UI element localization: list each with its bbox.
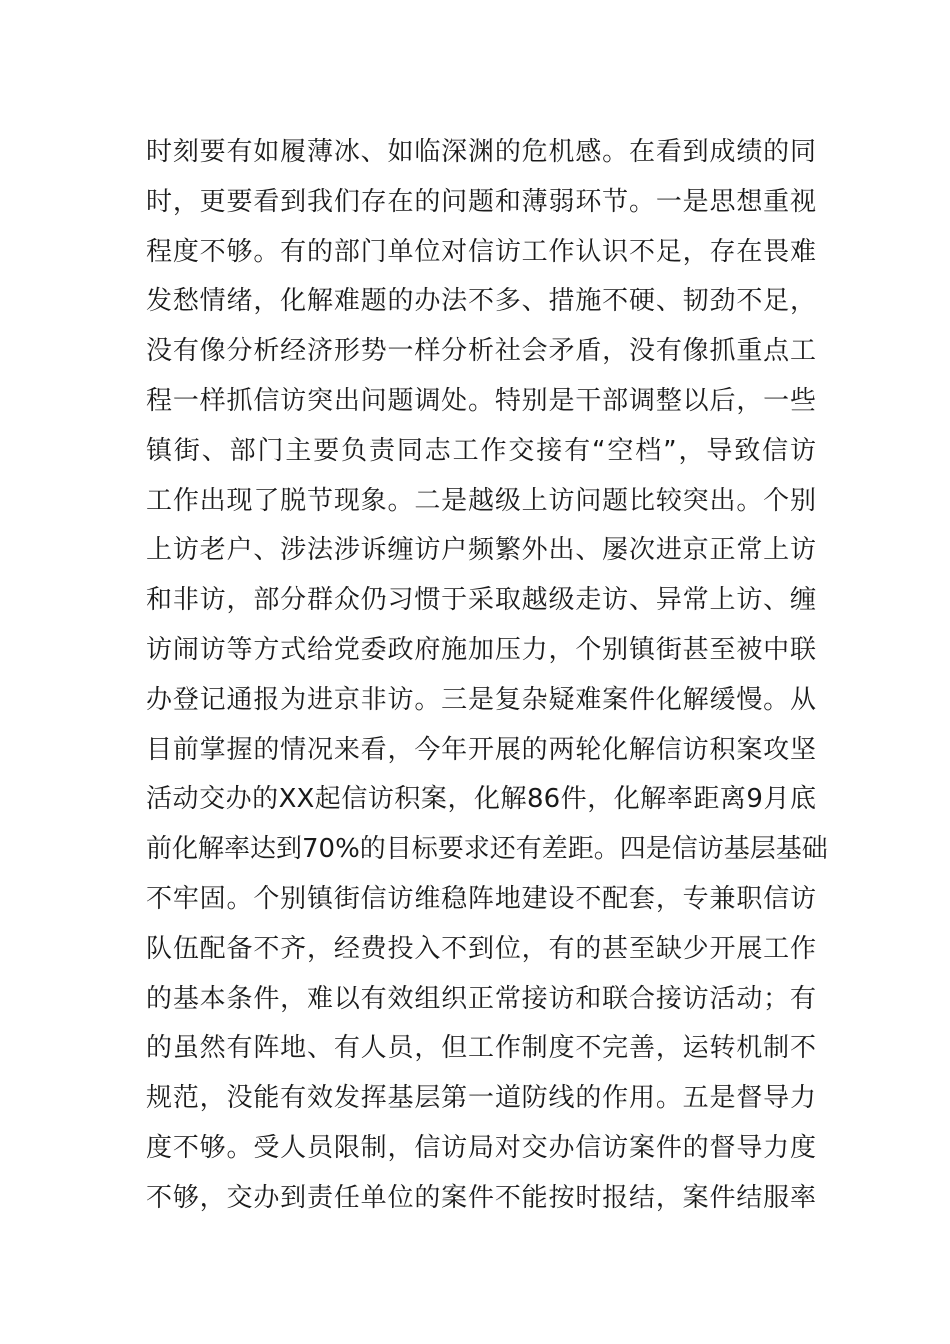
body-text [146,128,828,1224]
text-line-20: 规范，没能有效发挥基层第一道防线的作用。五是督导力 [146,1083,816,1114]
text-line-15: 前化解率达到70%的目标要求还有差距。四是信访基层基础 [146,834,828,865]
text-line-9: 上访老户、涉法涉诉缠访户频繁外出、屡次进京正常上访 [146,535,816,566]
text-line-11: 访闹访等方式给党委政府施加压力，个别镇街甚至被中联 [146,634,816,665]
text-line-2: 时，更要看到我们存在的问题和薄弱环节。一是思想重视 [146,186,816,217]
text-line-18: 的基本条件，难以有效组织正常接访和联合接访活动；有 [146,983,816,1014]
text-line-6: 程一样抓信访突出问题调处。特别是干部调整以后，一些 [146,385,816,416]
text-line-4: 发愁情绪，化解难题的办法不多、措施不硬、韧劲不足， [146,286,816,317]
text-line-12: 办登记通报为进京非访。三是复杂疑难案件化解缓慢。从 [146,684,816,715]
text-line-17: 队伍配备不齐，经费投入不到位，有的甚至缺少开展工作 [146,933,816,964]
text-line-14: 活动交办的XX起信访积案，化解86件，化解率距离9月底 [146,784,816,815]
text-line-13: 目前掌握的情况来看，今年开展的两轮化解信访积案攻坚 [146,734,816,765]
text-line-8: 工作出现了脱节现象。二是越级上访问题比较突出。个别 [146,485,816,516]
text-line-21: 度不够。受人员限制，信访局对交办信访案件的督导力度 [146,1132,816,1163]
text-line-7: 镇街、部门主要负责同志工作交接有“空档”，导致信访 [146,435,816,466]
text-line-22: 不够，交办到责任单位的案件不能按时报结，案件结服率 [146,1182,816,1213]
text-line-3: 程度不够。有的部门单位对信访工作认识不足，存在畏难 [146,236,816,267]
text-line-16: 不牢固。个别镇街信访维稳阵地建设不配套，专兼职信访 [146,883,816,914]
text-line-5: 没有像分析经济形势一样分析社会矛盾，没有像抓重点工 [146,336,816,367]
text-line-10: 和非访，部分群众仍习惯于采取越级走访、异常上访、缠 [146,585,816,616]
text-line-1: 时刻要有如履薄冰、如临深渊的危机感。在看到成绩的同 [146,137,816,167]
text-line-19: 的虽然有阵地、有人员，但工作制度不完善，运转机制不 [146,1033,816,1064]
